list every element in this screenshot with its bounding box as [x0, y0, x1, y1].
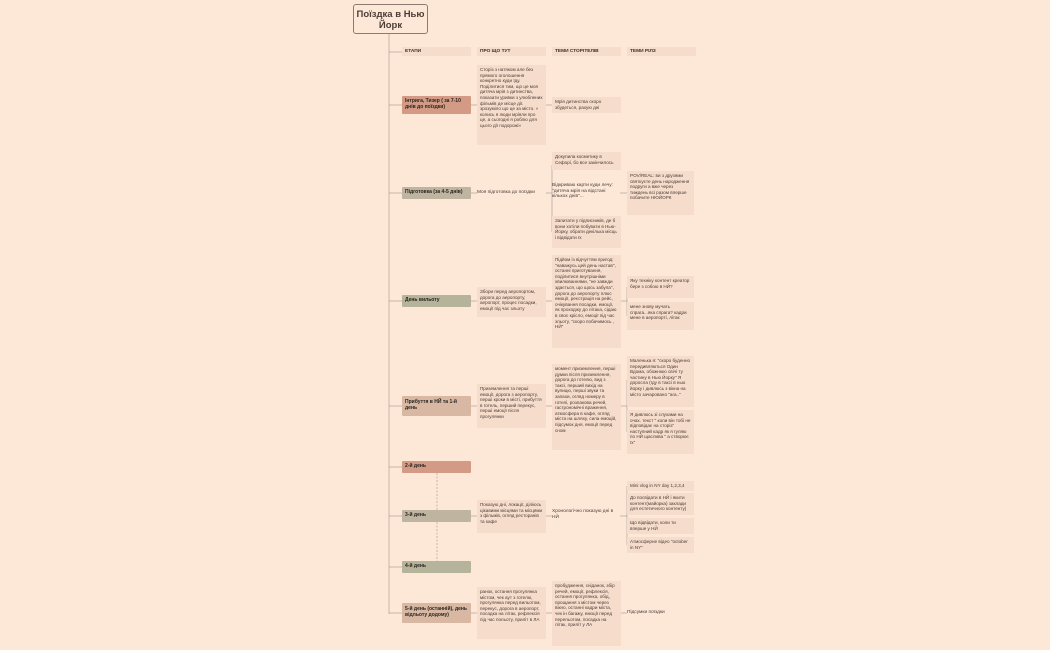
- stories-prep-note-1: Докупила косметику в Сефорі, бо все закінчилось: [552, 152, 621, 170]
- mindmap-root-title[interactable]: Поїздка в Нью Йорк: [353, 4, 428, 34]
- stage-day5-last[interactable]: 5-й день (останній), день відльоту додому): [402, 603, 471, 623]
- stories-departure-note: Підйом із відчуттям пригод: "наважусь цей день настав", останні приготування, поділитися внутрішніми хвилюваннями, "не завжди здається, що щось забула", дорога до аеропорту плюс емоції, реєстрація на рейс, очікування посадки, емоції, як проходжу до літака, сідаю в своє крісло, емоції під час зльоту, "скоро побачимось , НЙ": [552, 255, 621, 348]
- stories-day3-note: Хронологічно показую дні в НЙ: [552, 509, 614, 520]
- header-about: ПРО ЩО ТУТ: [477, 47, 546, 56]
- about-day3-note: Показую дні, локації, діліюсь цікавими місцями та місцями з фільмів, огляд ресторанів та кафе: [477, 500, 546, 533]
- stories-arrival-note: момент приземлення, перші думки після приземлення, дорога до готелю, вид з таксі, перший вихід на вулицю, перші звуки та запахи, огляд номеру в готелі, розпакова речей, гастрономічні враження, атмосфера в кафе, огляд міста на шляху, сила емоцій, підсумок дня, емоції перед сном: [552, 364, 621, 450]
- about-departure-note: Збори перед аеропортом, дорога до аеропорту, аеропорт, процес посадки, емоції під час зльоту: [477, 287, 546, 317]
- header-stories: ТЕМИ СТОРІТЕЛІВ: [552, 47, 621, 56]
- reels-day3-note-3: Що відвідати, коли ти вперше у НЙ: [627, 518, 694, 534]
- reels-departure-note-2: мене знову мучать спрага...яка спрага? кадри мене в аеропорті, літак: [627, 302, 694, 330]
- stage-day2[interactable]: 2-й день: [402, 461, 471, 473]
- about-arrival-note: Приземлення та перші емоції, дорога з аеропорту, перші кроки в місті, прибуття в готель, перший перекус, перші емоції після прогулянки: [477, 384, 546, 428]
- stories-day5-note: пробудження, сніданок, збір речей, емоції, рефлексія, остання прогулянка, обід, прощання з містом через вікно, останні кадри міста, чек ін багажу, емоції перед перельотом, посадка на літак, приліт у ЛА: [552, 581, 621, 646]
- reels-day3-note-4: Атмосферне відео "october in NY": [627, 537, 694, 553]
- header-reels: ТЕМИ РІЛЗ: [627, 47, 696, 56]
- stories-prep-note-2: Відкриваю карти куди лечу: "дитяча мрія на відстані кількох днів"...: [552, 183, 613, 200]
- about-prep-note: Моя підготовка до поїздки: [477, 190, 535, 195]
- stage-intrigue[interactable]: Інтрига, Тизер ( за 7-10 днів до поїздки): [402, 96, 471, 114]
- reels-arrival-note-1: Маленька я: "скоро буденно передивляються Один Вдома, обожнюю свічі ту частину в Нью Йорку" Я доросла (їду в таксі в нью йорку і дивлюсь з вікна на місто зачаровано "ага..": [627, 356, 694, 407]
- header-stages: ЕТАПИ: [402, 47, 471, 56]
- reels-arrival-note-2: Я дивлюсь зі слухами на очах. текст " коли він тобі не відповідає на сторіз" наступний кадр як я гуляю по НЙ щаслива " а створює їх": [627, 410, 694, 454]
- reels-prep-note: POV/REAL: ви з друзями святкуєте день народження подруги а вже через тиждень всі разом вперше побачите НЮЙОРК: [627, 171, 694, 215]
- reels-day5-note: Підсумки поїздки: [627, 610, 665, 615]
- stories-intrigue-note: Мрія дитинства скоро збудеться, рахую дні: [552, 97, 621, 113]
- reels-day3-note-2: До посвідати в НЙ і якити контент(майорка) заклади для естетичного контенту): [627, 493, 694, 515]
- about-day5-note: ранок, остання прогулянка містом, чек аут з готелю, прогулянка перед вильотом, перекус, дорога в аеропорт, посадка на літак, рефлексія під час польоту, приліт в ЛА: [477, 587, 546, 639]
- stage-preparation[interactable]: Підготовка (за 4-5 днів): [402, 187, 471, 199]
- reels-day3-note-1: Mini vlog in NY day 1,2,3,4: [627, 481, 694, 491]
- stage-arrival-day1[interactable]: Прибуття в НЙ та 1-й день: [402, 396, 471, 416]
- about-intrigue-note: Сторіз з натяком але без прямого оголошення конкретно куди їду. Поділитися тим, що це моя дитяча мрія з дитинства, показати уривки з улюблених фільмів де місце дії. зрозуміло що це за місто. « колись я люди мріяли про це, а сьогодні я роблю для цього дії подорожі»: [477, 65, 546, 145]
- stories-prep-note-3: Запитати у підписників, де б вони хотіли побувати в Нью-Йорку, обрати декілька місць і відвідати їх: [552, 216, 621, 248]
- stage-day4[interactable]: 4-й день: [402, 561, 471, 573]
- stage-departure-day[interactable]: День вильоту: [402, 295, 471, 307]
- stage-day3[interactable]: 3-й день: [402, 510, 471, 522]
- reels-departure-note-1: Яку техніку контент креатор бере з собою в НЙ?: [627, 276, 694, 298]
